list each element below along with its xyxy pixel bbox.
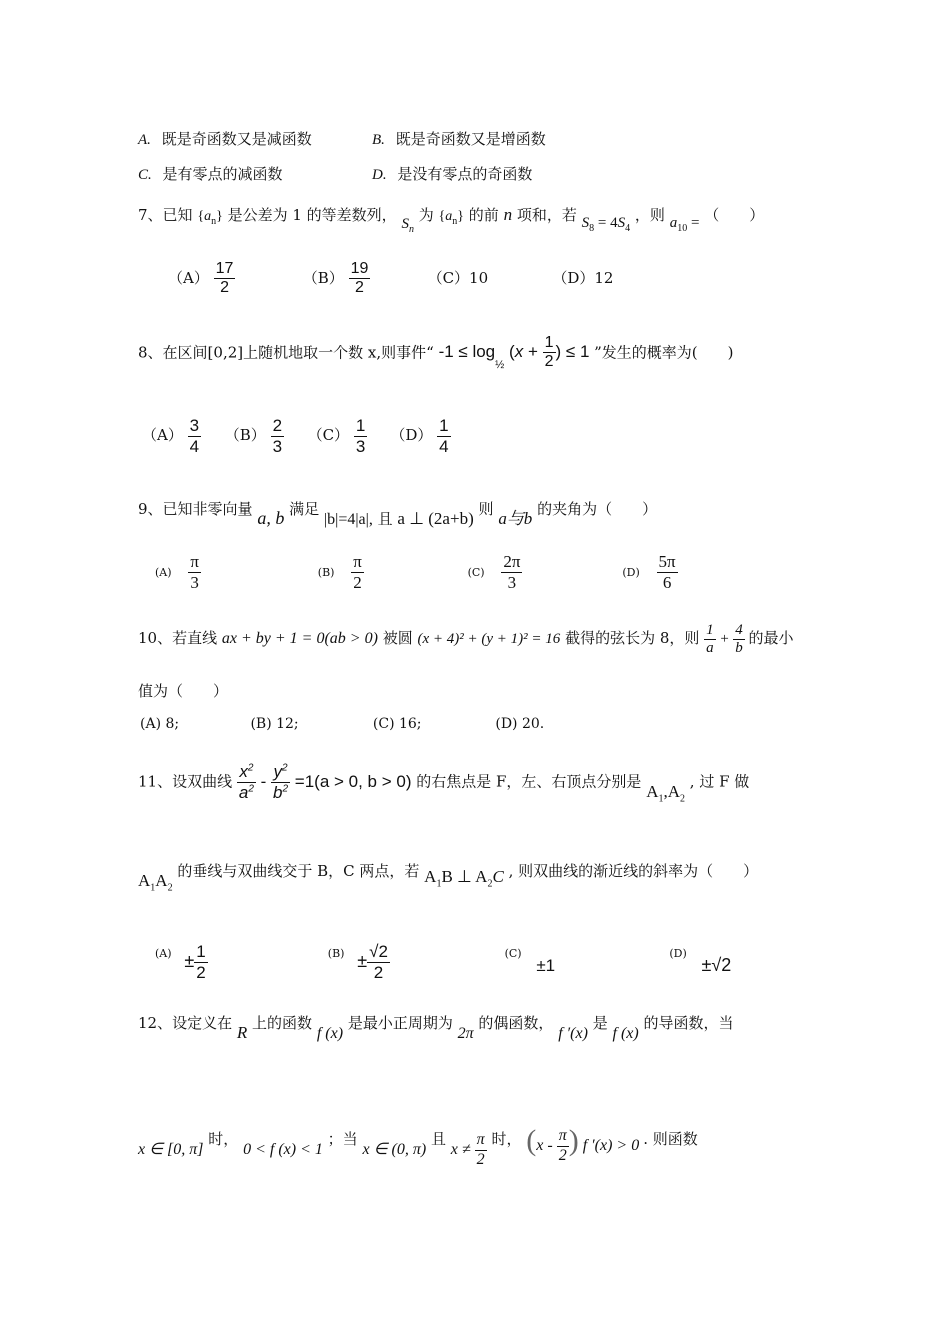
q11-text-3: 的垂线与双曲线交于 B，C 两点，若 xyxy=(177,862,420,880)
q10-options xyxy=(140,716,544,732)
numerator: 19 xyxy=(350,260,369,277)
fraction xyxy=(188,416,201,456)
denominator: 2 xyxy=(214,278,236,297)
seq-a-n-2: $\{a_n\}$ xyxy=(438,209,464,227)
expression-1a-4b: $\frac{1}{a}$ + $\frac{4}{b}$ xyxy=(706,622,743,657)
q12-line2-text-f: 且 xyxy=(430,1130,446,1148)
vectors-ab: a, b xyxy=(257,508,285,528)
numerator: π xyxy=(353,552,362,571)
q7-stem xyxy=(138,204,765,235)
q9-option-b xyxy=(318,552,463,592)
vertices-a1-a2: $A_1,A_2$ xyxy=(646,781,686,804)
q8-option-b xyxy=(225,416,303,456)
a10: $a_{10}$ = xyxy=(669,215,700,234)
ineq-right: ≤ 1 xyxy=(565,342,590,362)
q9-option-c xyxy=(468,552,618,592)
q10-text-1: 被圆 xyxy=(382,629,413,648)
q11-stem-line2 xyxy=(138,860,759,894)
interval-open: x ∈ (0, π) xyxy=(362,1141,427,1158)
q9-options xyxy=(155,552,678,592)
q12-line2-text-b: 时， xyxy=(208,1130,239,1148)
perpendicular-condition: a ⊥ (2a+b) xyxy=(397,509,474,528)
option-text: 既是奇函数又是减函数 xyxy=(161,130,312,148)
q10-text-4: 值为（ ） xyxy=(138,682,229,700)
q11-option-d: (D) ±√2 xyxy=(669,946,732,975)
option-label: （B） xyxy=(224,426,266,445)
q9-text-3: 则 xyxy=(478,500,494,518)
q6-option-a xyxy=(138,128,312,149)
q8-number: 8、在区间[0,2]上随机地取一个数 x,则事件“ xyxy=(138,343,434,362)
numerator: 1 xyxy=(355,416,366,435)
denominator: 3 xyxy=(507,572,517,592)
q12-text-3: 的偶函数， xyxy=(478,1014,554,1032)
interval-closed: x ∈ [0, π] xyxy=(138,1141,204,1158)
q12-number: 12、设定义在 xyxy=(138,1014,233,1032)
range-condition: 0 < f (x) < 1 xyxy=(243,1141,323,1158)
line-equation: ax + by + 1 = 0(ab > 0) xyxy=(221,630,378,648)
ineq-left: -1 ≤ log xyxy=(438,342,496,362)
q11-option-a: (A) ± $\frac{1}{2}$ xyxy=(155,942,206,982)
fraction xyxy=(214,260,236,298)
option-text: 是有零点的减函数 xyxy=(162,165,283,183)
x-neq-label: x ≠ xyxy=(450,1141,471,1158)
q8-option-c xyxy=(308,416,386,456)
hyperbola-equation: $\frac{x^2}{a^2}$ - $\frac{y^2}{b^2}$ =1(a > 0, b > 0) xyxy=(238,762,412,802)
q10-option-c: (C) 16; xyxy=(372,716,422,732)
q11-options xyxy=(155,932,732,982)
q8-option-a xyxy=(142,416,220,456)
q7-text-4: 项和，若 xyxy=(516,206,577,224)
q6-option-b xyxy=(372,128,546,149)
q9-text-4: 的夹角为（ ） xyxy=(537,500,658,518)
q7-option-d: （D）12 xyxy=(552,268,614,287)
denominator: 4 xyxy=(439,436,449,456)
option-text: 既是奇函数又是增函数 xyxy=(395,130,546,148)
q12-line2-text-h: 时， xyxy=(491,1130,522,1148)
fraction xyxy=(501,552,522,592)
x-not-equal: x ≠ $\frac{\pi}{2}$ xyxy=(450,1131,485,1168)
q7-text-3: 的前 xyxy=(468,206,499,224)
option-label: (A) xyxy=(155,566,172,580)
fraction xyxy=(657,552,678,592)
q9-option-d xyxy=(622,552,677,592)
fraction xyxy=(354,416,367,456)
segment-a1a2: $A_1A_2$ xyxy=(138,871,173,894)
option-label: （D） xyxy=(390,426,433,445)
fraction xyxy=(188,552,201,592)
q9-number: 9、已知非零向量 xyxy=(138,500,253,518)
numerator: 5π xyxy=(658,552,676,571)
q8-stem xyxy=(138,334,734,372)
perp-condition: $A_1B$ ⊥ $A_2C$ xyxy=(424,867,504,890)
option-label: （C） xyxy=(307,426,350,445)
q10-stem xyxy=(138,622,794,658)
option-label: (D) xyxy=(669,946,687,960)
option-label: D. xyxy=(372,167,387,183)
numerator: π xyxy=(190,552,199,571)
q11-text-2: , 过 F 做 xyxy=(689,772,750,791)
var-n: n xyxy=(503,205,513,224)
circle-equation: (x + 4)² + (y + 1)² = 16 xyxy=(417,631,561,648)
fraction xyxy=(271,416,284,456)
q7-text-1: 是公差为 1 的等差数列， xyxy=(227,206,397,224)
fraction xyxy=(351,552,364,592)
option-label: (C) xyxy=(467,566,485,580)
option-label: (C) xyxy=(504,946,522,960)
q10-option-b: (B) 12; xyxy=(250,716,299,732)
q11-text-4: , 则双曲线的渐近线的斜率为（ ） xyxy=(508,862,759,880)
denominator: 2 xyxy=(353,572,362,592)
inequality: $-1 \le \log_{\frac{1}{2}} (x$ + $\frac{1}{2}$ ) ≤ 1 xyxy=(438,334,590,371)
denominator: 4 xyxy=(189,436,200,456)
q11-text-1: 的右焦点是 F，左、右顶点分别是 xyxy=(416,772,642,791)
option-label: （B） xyxy=(302,268,344,287)
option-label: (B) xyxy=(317,566,335,580)
option-label: A. xyxy=(138,132,151,148)
numerator: 2π xyxy=(503,552,521,571)
derivative-f: f ′(x) xyxy=(558,1025,588,1042)
denominator: 6 xyxy=(662,572,672,592)
q11-option-b: (B) ± $\frac{√2}{2}$ xyxy=(327,942,388,982)
q12-text-2: 是最小正周期为 xyxy=(347,1014,453,1032)
q12-stem xyxy=(138,1012,734,1042)
option-label: （A） xyxy=(168,268,209,287)
q11-stem xyxy=(138,762,749,802)
condition: |b|=4|a|, xyxy=(323,511,373,528)
vectors-a-and-b: a与b xyxy=(498,509,533,528)
derivative-condition: (x - $\frac{\pi}{2}$ ) f ′(x) > 0 xyxy=(526,1124,640,1164)
q10-option-a: (A) 8; xyxy=(140,716,180,732)
fraction xyxy=(437,416,450,456)
q7-option-a xyxy=(168,260,298,298)
function-f: f (x) xyxy=(316,1025,344,1042)
q9-stem xyxy=(138,494,658,528)
q8-options xyxy=(142,416,451,456)
option-text: 是没有零点的奇函数 xyxy=(397,165,533,183)
q7-text-2: 为 xyxy=(418,206,434,224)
q7-option-b xyxy=(303,260,423,298)
q10-text-3: 的最小 xyxy=(748,629,794,648)
numerator: 3 xyxy=(189,416,200,435)
q7-option-c: （C）10 xyxy=(427,268,489,287)
period: 2π xyxy=(457,1025,474,1042)
denominator: 2 xyxy=(349,278,371,297)
q10-number: 10、若直线 xyxy=(138,629,218,648)
q6-option-d xyxy=(372,163,532,184)
q12-line2-text-d: ；当 xyxy=(327,1130,358,1148)
sum-s-n: $S_n$ xyxy=(401,216,414,235)
numerator: 1 xyxy=(439,416,449,435)
numerator: 2 xyxy=(272,416,283,435)
q12-text-1: 上的函数 xyxy=(252,1014,313,1032)
q7-number: 7、已知 xyxy=(138,206,193,224)
option-label: B. xyxy=(372,132,385,148)
answer-paren: （ ） xyxy=(704,206,765,224)
q9-text-2: 且 xyxy=(377,510,393,528)
q11-number: 11、设双曲线 xyxy=(138,772,233,791)
q10-text-2: 截得的弦长为 8，则 xyxy=(565,629,700,648)
q6-option-c xyxy=(138,163,283,184)
seq-a-n: $\{a_n\}$ xyxy=(197,209,223,227)
option-label: （A） xyxy=(142,426,183,445)
q7-text-5: ，则 xyxy=(634,206,665,224)
denominator: 3 xyxy=(355,436,366,456)
q10-option-d: (D) 20. xyxy=(495,716,545,732)
q8-option-d xyxy=(390,416,450,456)
condition-s8-4s4: $S_8 = 4S_4$ xyxy=(581,215,631,234)
q8-tail: ”发生的概率为( ) xyxy=(594,343,734,362)
q7-options xyxy=(168,260,613,298)
numerator: 17 xyxy=(215,260,234,277)
q12-line2 xyxy=(138,1118,698,1168)
fraction xyxy=(349,260,371,298)
real-numbers: R xyxy=(236,1023,248,1042)
denominator: 3 xyxy=(190,572,199,592)
q11-option-c xyxy=(504,942,665,975)
equation-tail: =1(a > 0, b > 0) xyxy=(294,771,412,791)
q12-text-4: 是 xyxy=(592,1014,608,1032)
option-label: (B) xyxy=(327,946,345,960)
q12-line2-text-j: . 则函数 xyxy=(643,1130,698,1148)
q9-option-a xyxy=(155,552,313,592)
q12-text-5: 的导函数，当 xyxy=(643,1014,734,1032)
option-label: (A) xyxy=(155,946,172,960)
function-f-2: f (x) xyxy=(612,1025,639,1042)
option-label: C. xyxy=(138,167,152,183)
option-label: (D) xyxy=(622,566,640,580)
q9-text-1: 满足 xyxy=(289,500,320,518)
derivative-positive: f ′(x) > 0 xyxy=(582,1137,640,1154)
option-value: ±1 xyxy=(536,955,556,975)
denominator: 3 xyxy=(272,436,283,456)
